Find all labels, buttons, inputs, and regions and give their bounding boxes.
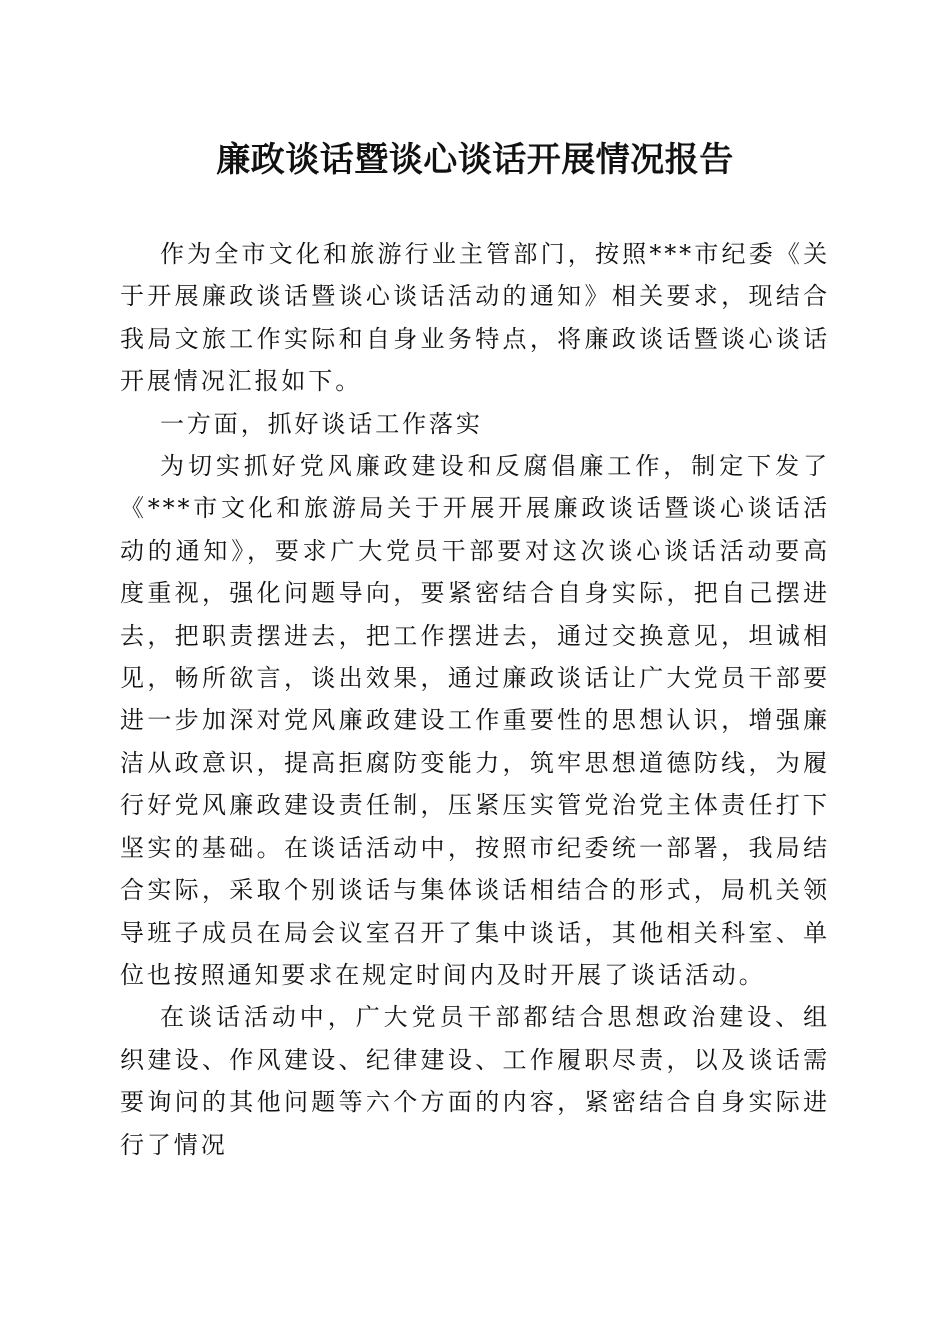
section-heading: 一方面，抓好谈话工作落实: [160, 409, 483, 438]
body-paragraph-1: 为切实抓好党风廉政建设和反腐倡廉工作，制定下发了《***市文化和旅游局关于开展开展廉政谈话暨谈心谈话活动的通知》，要求广大党员干部要对这次谈心谈话活动要高度重视，强化问题导向，要紧密结合自身实际，把自己摆进去，把职责摆进去，把工作摆进去，通过交换意见，坦诚相见，畅所欲言，谈出效果，通过廉政谈话让广大党员干部要进一步加深对党风廉政建设工作重要性的思想认识，增强廉洁从政意识，提高拒腐防变能力，筑牢思想道德防线，为履行好党风廉政建设责任制，压紧压实管党治党主体责任打下坚实的基础。在谈话活动中，按照市纪委统一部署，我局结合实际，采取个别谈话与集体谈话相结合的形式，局机关领导班子成员在局会议室召开了集中谈话，其他相关科室、单位也按照通知要求在规定时间内及时开展了谈话活动。: [120, 452, 830, 989]
intro-paragraph: 作为全市文化和旅游行业主管部门，按照***市纪委《关于开展廉政谈话暨谈心谈话活动的通知》相关要求，现结合我局文旅工作实际和自身业务特点，将廉政谈话暨谈心谈话开展情况汇报如下。: [120, 240, 830, 396]
document-body: [120, 233, 830, 1166]
document-title: 廉政谈话暨谈心谈话开展情况报告: [216, 140, 734, 180]
body-paragraph-2: 在谈话活动中，广大党员干部都结合思想政治建设、组织建设、作风建设、纪律建设、工作履职尽责，以及谈话需要询问的其他问题等六个方面的内容，紧密结合自身实际进行了情况: [120, 1003, 830, 1159]
